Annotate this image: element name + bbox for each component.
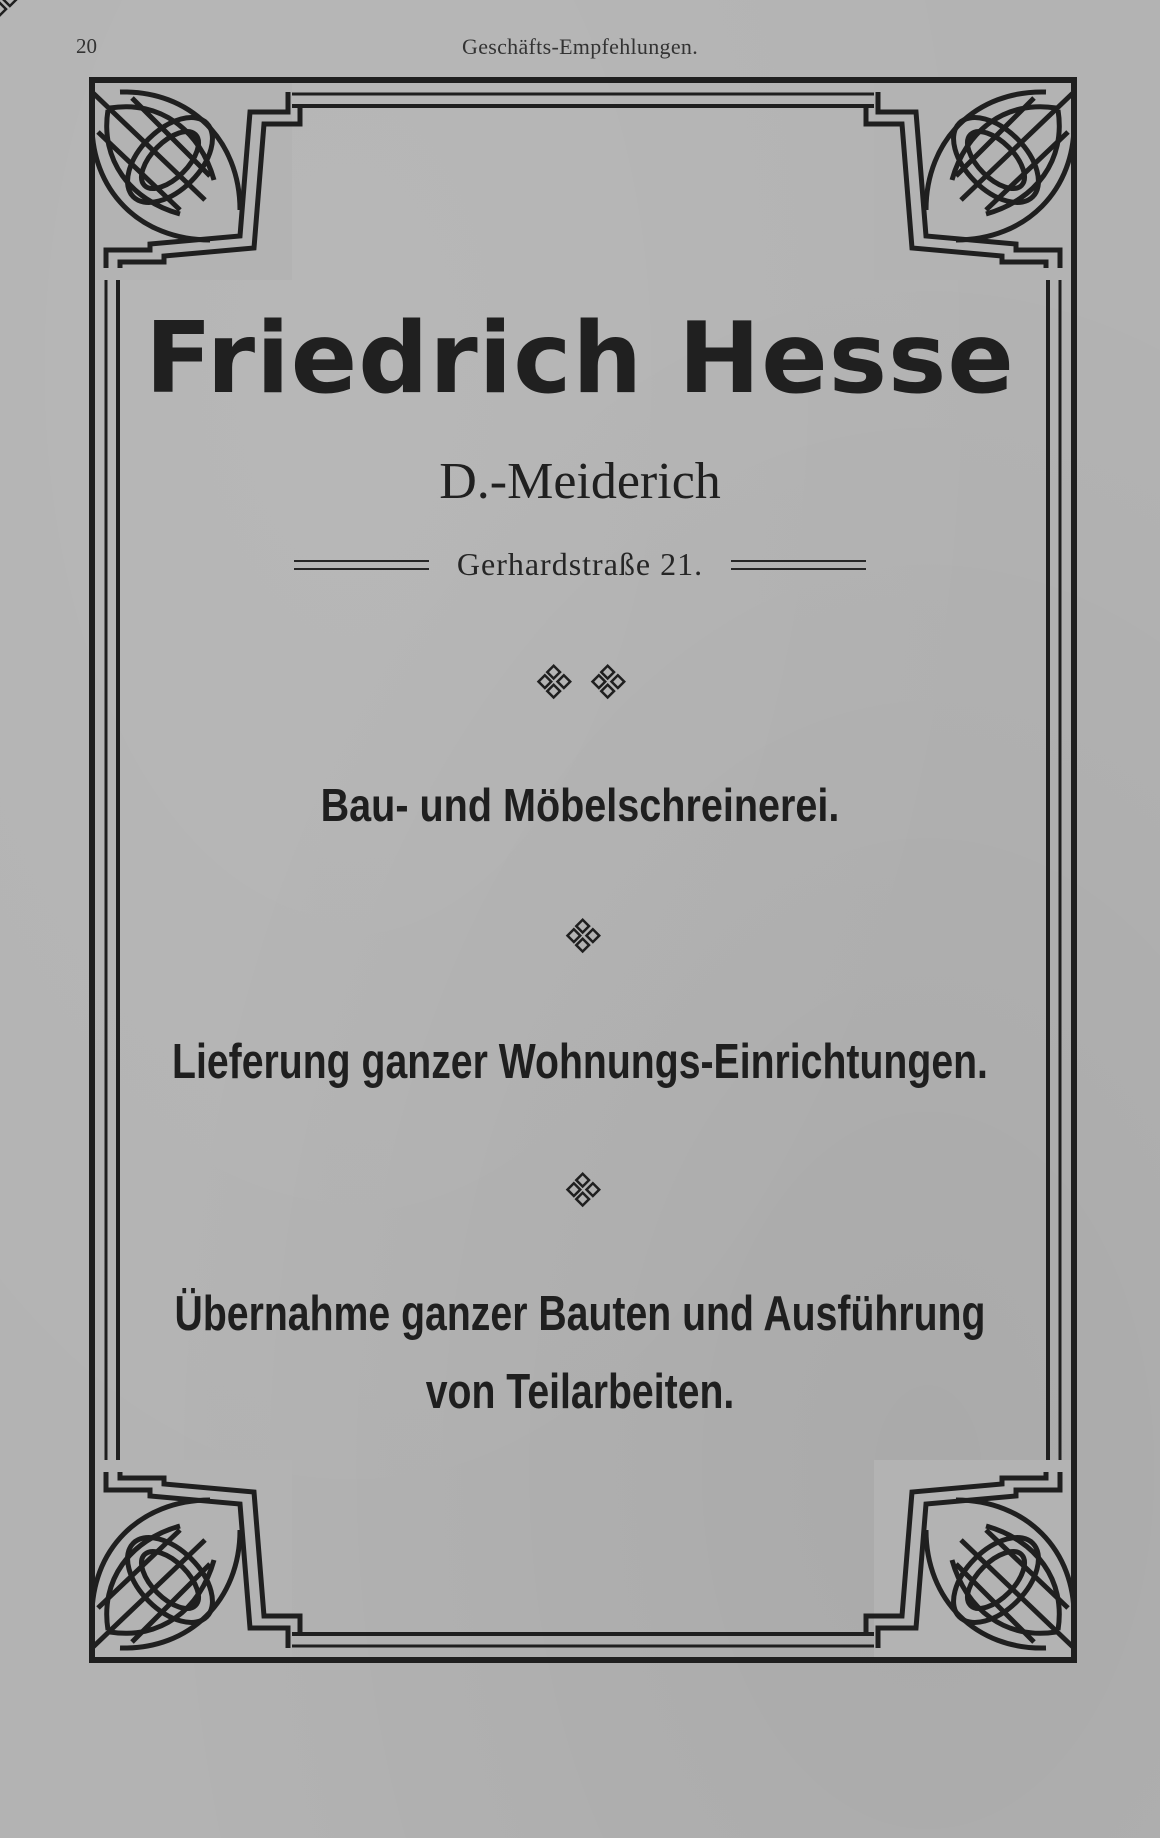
service-line-3b: von Teilarbeiten. <box>425 1365 735 1419</box>
double-rule-right <box>731 560 866 570</box>
corner-ornament-top-right <box>866 80 1074 280</box>
corner-ornament-bottom-left <box>92 1460 300 1660</box>
address-row <box>0 546 1160 583</box>
service-line-1: Bau- und Möbelschreinerei. <box>320 779 840 831</box>
firm-name: Friedrich Hesse <box>145 302 1015 416</box>
corner-ornament-top-left <box>92 80 300 280</box>
diamond-ornament-icon <box>567 1174 599 1206</box>
diamond-ornament-icon <box>592 666 624 698</box>
city: D.-Meiderich <box>439 453 721 510</box>
service-line-2: Lieferung ganzer Wohnungs-Einrichtungen. <box>172 1035 988 1089</box>
corner-ornament-bottom-right <box>866 1460 1074 1660</box>
diamond-ornament-icon <box>567 920 599 952</box>
page-number: 20 <box>76 34 97 58</box>
double-rule-left <box>294 560 429 570</box>
diamond-ornament-icon <box>538 666 570 698</box>
service-line-3a: Übernahme ganzer Bauten und Ausführung <box>174 1287 986 1341</box>
diamond-ornament-icon <box>0 0 16 16</box>
street-address: Gerhardstraße 21. <box>456 546 704 582</box>
running-header: Geschäfts-Empfehlungen. <box>462 34 698 59</box>
